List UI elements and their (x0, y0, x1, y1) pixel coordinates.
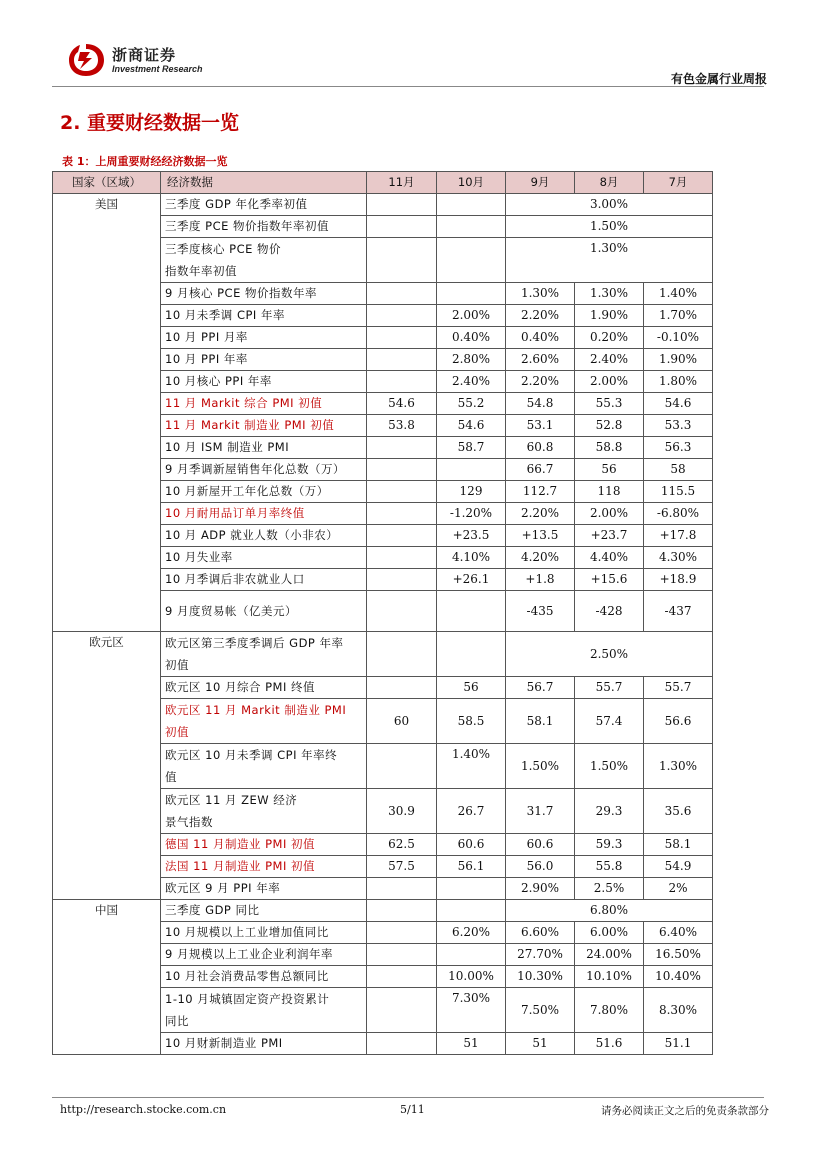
indicator-name: 9 月规模以上工业企业利润年率 (161, 944, 367, 966)
value-cell: 1.80% (644, 371, 713, 393)
indicator-name: 10 月失业率 (161, 547, 367, 569)
value-cell: 56.7 (506, 677, 575, 699)
value-cell: 57.5 (367, 856, 437, 878)
value-cell: 7.50% (506, 988, 575, 1033)
value-cell: 112.7 (506, 481, 575, 503)
value-cell: 55.2 (437, 393, 506, 415)
value-cell: 2.90% (506, 878, 575, 900)
value-cell (437, 878, 506, 900)
value-cell: 51 (506, 1033, 575, 1055)
value-cell (367, 238, 437, 283)
economic-data-table-container (52, 171, 712, 1055)
value-cell: 4.20% (506, 547, 575, 569)
value-cell: 56.3 (644, 437, 713, 459)
value-cell (437, 591, 506, 632)
value-cell: 1.40% (644, 283, 713, 305)
value-cell: 56 (575, 459, 644, 481)
value-cell: 1.50% (575, 744, 644, 789)
indicator-name (161, 988, 367, 1033)
value-cell: 115.5 (644, 481, 713, 503)
value-cell: 2.40% (437, 371, 506, 393)
value-cell: 10.10% (575, 966, 644, 988)
indicator-name: 10 月季调后非农就业人口 (161, 569, 367, 591)
value-cell: 1.40% (437, 744, 506, 789)
value-cell: 56.1 (437, 856, 506, 878)
merged-value-cell: 3.00% (506, 194, 713, 216)
value-cell (367, 305, 437, 327)
value-cell (367, 437, 437, 459)
indicator-name-line1: 欧元区第三季度季调后 GDP 年率 (165, 636, 344, 650)
value-cell: 31.7 (506, 789, 575, 834)
value-cell: 1.90% (644, 349, 713, 371)
value-cell: 56 (437, 677, 506, 699)
indicator-name: 欧元区 9 月 PPI 年率 (161, 878, 367, 900)
indicator-name-line1: 欧元区 11 月 Markit 制造业 PMI (165, 703, 347, 717)
value-cell (367, 283, 437, 305)
indicator-name-line1: 1-10 月城镇固定资产投资累计 (165, 992, 330, 1006)
value-cell: 54.6 (367, 393, 437, 415)
value-cell: 2.20% (506, 371, 575, 393)
value-cell (367, 503, 437, 525)
indicator-name (161, 744, 367, 789)
column-header-nov: 11月 (367, 172, 437, 194)
value-cell: 60.6 (437, 834, 506, 856)
indicator-name: 9 月季调新屋销售年化总数（万） (161, 459, 367, 481)
value-cell (367, 194, 437, 216)
merged-value-cell: 1.30% (506, 238, 713, 283)
value-cell: 54.8 (506, 393, 575, 415)
value-cell (367, 944, 437, 966)
value-cell: 55.7 (644, 677, 713, 699)
indicator-name: 10 月未季调 CPI 年率 (161, 305, 367, 327)
value-cell: 1.30% (644, 744, 713, 789)
value-cell: 58.5 (437, 699, 506, 744)
value-cell: -437 (644, 591, 713, 632)
value-cell (437, 632, 506, 677)
value-cell (437, 216, 506, 238)
disclaimer-note: 请务必阅读正文之后的免责条款部分 (601, 1105, 769, 1117)
value-cell: 58.1 (506, 699, 575, 744)
indicator-name-line1: 欧元区 11 月 ZEW 经济 (165, 793, 298, 807)
value-cell (437, 900, 506, 922)
column-header-region: 国家（区域） (53, 172, 161, 194)
brand-subtitle: Investment Research (112, 64, 203, 74)
value-cell (367, 569, 437, 591)
value-cell: 2.40% (575, 349, 644, 371)
value-cell (367, 547, 437, 569)
indicator-name: 10 月社会消费品零售总额同比 (161, 966, 367, 988)
value-cell (367, 677, 437, 699)
value-cell: +17.8 (644, 525, 713, 547)
value-cell: 24.00% (575, 944, 644, 966)
page-number: 5/11 (400, 1103, 425, 1116)
value-cell: 2.5% (575, 878, 644, 900)
economic-data-table (52, 171, 713, 1055)
value-cell: 58.7 (437, 437, 506, 459)
value-cell: 2.00% (575, 503, 644, 525)
value-cell: 1.30% (506, 283, 575, 305)
value-cell: +26.1 (437, 569, 506, 591)
value-cell: 52.8 (575, 415, 644, 437)
footer-website-link[interactable]: http://research.stocke.com.cn (60, 1103, 227, 1116)
value-cell (367, 900, 437, 922)
value-cell: 56.0 (506, 856, 575, 878)
value-cell: +23.7 (575, 525, 644, 547)
value-cell: 0.40% (437, 327, 506, 349)
indicator-name: 10 月 ADP 就业人数（小非农） (161, 525, 367, 547)
value-cell: 60.6 (506, 834, 575, 856)
region-cell-us: 美国 (53, 194, 161, 632)
value-cell: 6.00% (575, 922, 644, 944)
value-cell (437, 944, 506, 966)
page-header (0, 0, 827, 90)
section-title: 2. 重要财经数据一览 (60, 112, 240, 134)
indicator-name: 三季度 GDP 年化季率初值 (161, 194, 367, 216)
value-cell: +1.8 (506, 569, 575, 591)
indicator-name: 10 月核心 PPI 年率 (161, 371, 367, 393)
value-cell: 51 (437, 1033, 506, 1055)
value-cell (367, 591, 437, 632)
value-cell: 1.90% (575, 305, 644, 327)
indicator-name: 11 月 Markit 制造业 PMI 初值 (161, 415, 367, 437)
table-row (53, 900, 713, 922)
indicator-name-line2: 同比 (165, 1014, 189, 1028)
value-cell: 6.60% (506, 922, 575, 944)
value-cell: 2.00% (575, 371, 644, 393)
value-cell: -0.10% (644, 327, 713, 349)
indicator-name-line2: 初值 (165, 725, 189, 739)
value-cell: 7.30% (437, 988, 506, 1033)
indicator-name: 三季度 GDP 同比 (161, 900, 367, 922)
value-cell: 55.8 (575, 856, 644, 878)
column-header-aug: 8月 (575, 172, 644, 194)
value-cell: +15.6 (575, 569, 644, 591)
value-cell (367, 632, 437, 677)
indicator-name: 欧元区 10 月综合 PMI 终值 (161, 677, 367, 699)
value-cell: 2.80% (437, 349, 506, 371)
indicator-name: 10 月 PPI 年率 (161, 349, 367, 371)
indicator-name: 10 月 PPI 月率 (161, 327, 367, 349)
brand-name: 浙商证券 (112, 46, 177, 64)
value-cell: 55.7 (575, 677, 644, 699)
value-cell: 60 (367, 699, 437, 744)
value-cell: 62.5 (367, 834, 437, 856)
table-header-row (53, 172, 713, 194)
value-cell: +18.9 (644, 569, 713, 591)
indicator-name-line2: 景气指数 (165, 815, 213, 829)
value-cell (367, 878, 437, 900)
footer-divider (52, 1097, 764, 1098)
indicator-name-line2: 指数年率初值 (165, 264, 237, 278)
value-cell: 1.50% (506, 744, 575, 789)
value-cell: 54.9 (644, 856, 713, 878)
value-cell (437, 459, 506, 481)
indicator-name-line1: 欧元区 10 月未季调 CPI 年率终 (165, 748, 338, 762)
value-cell: -1.20% (437, 503, 506, 525)
value-cell: -6.80% (644, 503, 713, 525)
value-cell: 66.7 (506, 459, 575, 481)
value-cell: 27.70% (506, 944, 575, 966)
value-cell: 10.40% (644, 966, 713, 988)
value-cell (367, 459, 437, 481)
value-cell: 58.1 (644, 834, 713, 856)
indicator-name: 10 月新屋开工年化总数（万） (161, 481, 367, 503)
indicator-name (161, 238, 367, 283)
value-cell: 10.30% (506, 966, 575, 988)
value-cell (437, 194, 506, 216)
value-cell (367, 988, 437, 1033)
value-cell: 2% (644, 878, 713, 900)
table-row (53, 194, 713, 216)
table-row (53, 632, 713, 677)
value-cell: 2.60% (506, 349, 575, 371)
column-header-oct: 10月 (437, 172, 506, 194)
value-cell (437, 283, 506, 305)
value-cell (367, 481, 437, 503)
value-cell: 8.30% (644, 988, 713, 1033)
report-type: 有色金属行业周报 (670, 72, 767, 86)
value-cell: 4.30% (644, 547, 713, 569)
value-cell: 58 (644, 459, 713, 481)
value-cell (367, 966, 437, 988)
value-cell (367, 922, 437, 944)
indicator-name (161, 632, 367, 677)
value-cell (367, 744, 437, 789)
value-cell: 53.1 (506, 415, 575, 437)
value-cell: 129 (437, 481, 506, 503)
column-header-jul: 7月 (644, 172, 713, 194)
indicator-name: 10 月 ISM 制造业 PMI (161, 437, 367, 459)
value-cell: 7.80% (575, 988, 644, 1033)
indicator-name (161, 699, 367, 744)
value-cell: 58.8 (575, 437, 644, 459)
value-cell (367, 1033, 437, 1055)
value-cell (367, 371, 437, 393)
value-cell: 6.40% (644, 922, 713, 944)
value-cell: 51.1 (644, 1033, 713, 1055)
value-cell: 4.40% (575, 547, 644, 569)
indicator-name: 10 月耐用品订单月率终值 (161, 503, 367, 525)
indicator-name: 9 月度贸易帐（亿美元） (161, 591, 367, 632)
value-cell: -435 (506, 591, 575, 632)
indicator-name-line2: 初值 (165, 658, 189, 672)
merged-value-cell: 2.50% (506, 632, 713, 677)
value-cell: 2.20% (506, 305, 575, 327)
value-cell: 26.7 (437, 789, 506, 834)
merged-value-cell: 6.80% (506, 900, 713, 922)
value-cell: 54.6 (644, 393, 713, 415)
column-header-indicator: 经济数据 (161, 172, 367, 194)
region-cell-eu: 欧元区 (53, 632, 161, 900)
value-cell: 2.00% (437, 305, 506, 327)
merged-value-cell: 1.50% (506, 216, 713, 238)
value-cell: 55.3 (575, 393, 644, 415)
value-cell: 118 (575, 481, 644, 503)
value-cell: 30.9 (367, 789, 437, 834)
region-cell-cn: 中国 (53, 900, 161, 1055)
value-cell: -428 (575, 591, 644, 632)
value-cell: 57.4 (575, 699, 644, 744)
value-cell: 60.8 (506, 437, 575, 459)
indicator-name: 三季度 PCE 物价指数年率初值 (161, 216, 367, 238)
indicator-name: 德国 11 月制造业 PMI 初值 (161, 834, 367, 856)
value-cell: 16.50% (644, 944, 713, 966)
indicator-name (161, 789, 367, 834)
table-caption: 表 1：上周重要财经经济数据一览 (62, 155, 228, 168)
indicator-name: 法国 11 月制造业 PMI 初值 (161, 856, 367, 878)
indicator-name: 10 月财新制造业 PMI (161, 1033, 367, 1055)
value-cell: 56.6 (644, 699, 713, 744)
value-cell: 1.70% (644, 305, 713, 327)
value-cell: 0.40% (506, 327, 575, 349)
company-logo-icon (66, 42, 106, 78)
value-cell: 54.6 (437, 415, 506, 437)
header-divider (52, 86, 764, 87)
value-cell: 29.3 (575, 789, 644, 834)
indicator-name: 11 月 Markit 综合 PMI 初值 (161, 393, 367, 415)
value-cell: 59.3 (575, 834, 644, 856)
value-cell (367, 349, 437, 371)
value-cell: 53.8 (367, 415, 437, 437)
column-header-sep: 9月 (506, 172, 575, 194)
value-cell: +23.5 (437, 525, 506, 547)
value-cell: 53.3 (644, 415, 713, 437)
indicator-name: 10 月规模以上工业增加值同比 (161, 922, 367, 944)
value-cell: 0.20% (575, 327, 644, 349)
indicator-name-line2: 值 (165, 770, 177, 784)
value-cell: 1.30% (575, 283, 644, 305)
value-cell (367, 216, 437, 238)
value-cell: 2.20% (506, 503, 575, 525)
value-cell: 6.20% (437, 922, 506, 944)
value-cell (367, 327, 437, 349)
value-cell: 10.00% (437, 966, 506, 988)
indicator-name-line1: 三季度核心 PCE 物价 (165, 242, 282, 256)
value-cell: +13.5 (506, 525, 575, 547)
value-cell (437, 238, 506, 283)
value-cell: 4.10% (437, 547, 506, 569)
value-cell (367, 525, 437, 547)
value-cell: 35.6 (644, 789, 713, 834)
value-cell: 51.6 (575, 1033, 644, 1055)
indicator-name: 9 月核心 PCE 物价指数年率 (161, 283, 367, 305)
